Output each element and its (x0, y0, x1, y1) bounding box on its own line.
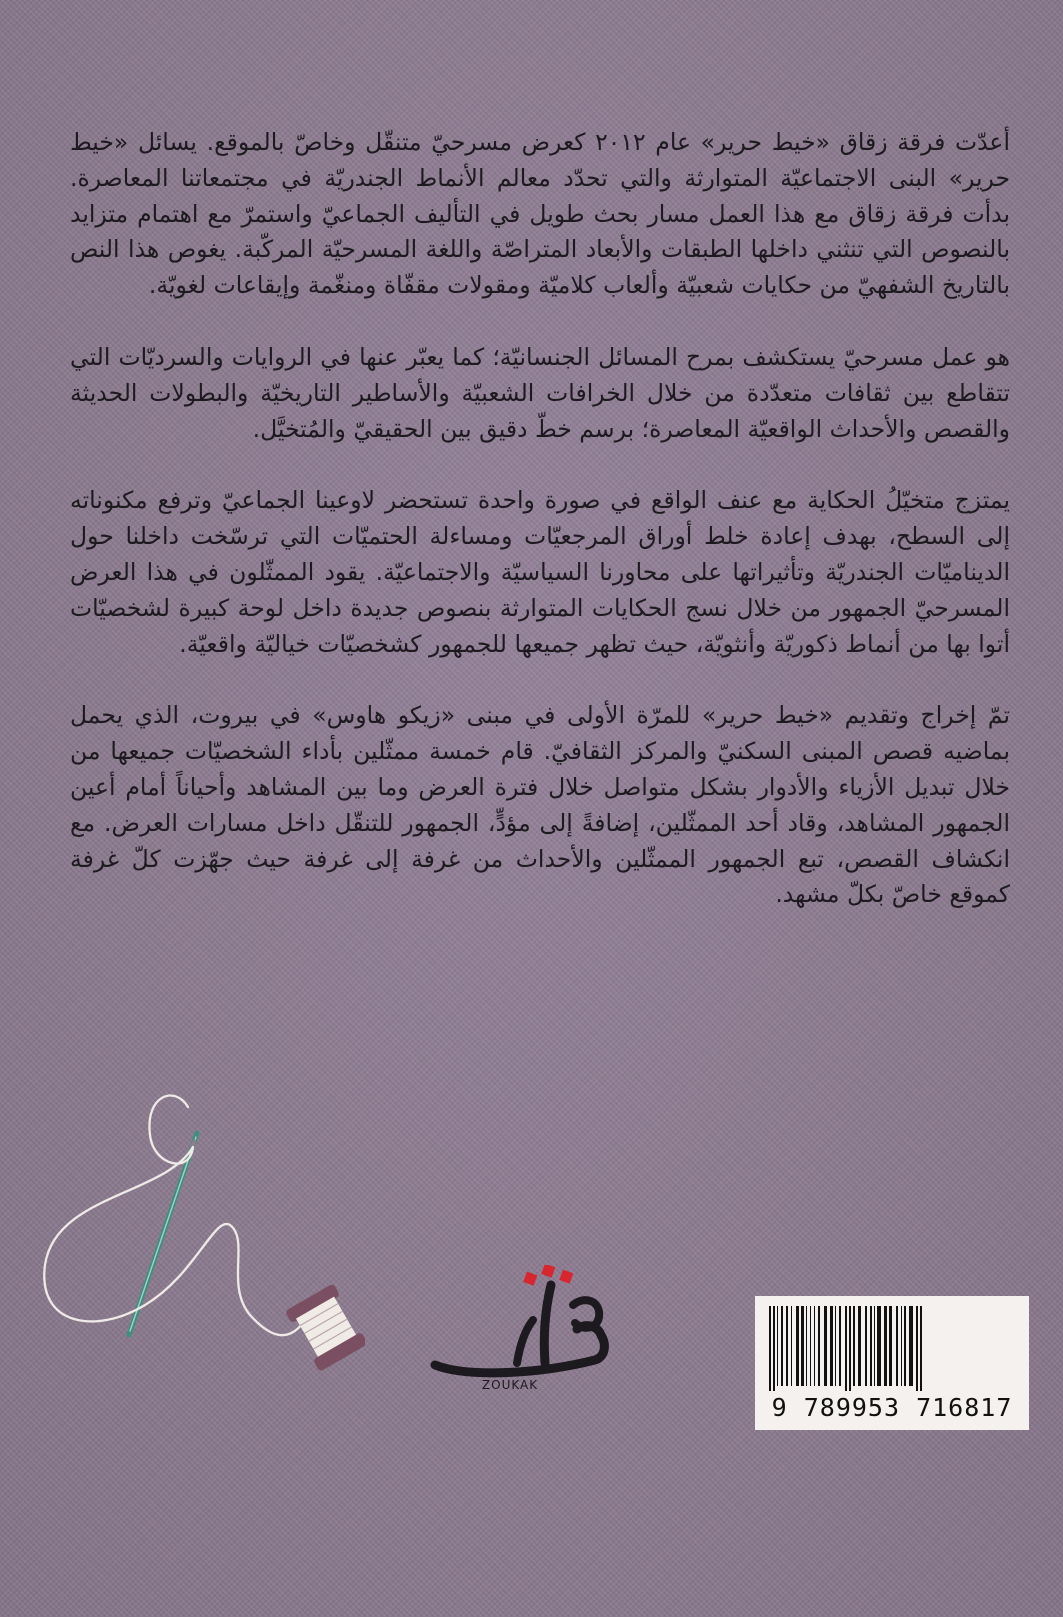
barcode-bar (835, 1306, 836, 1386)
barcode-bar (773, 1306, 775, 1391)
barcode (755, 1296, 1029, 1430)
spool-icon (285, 1283, 365, 1372)
barcode-bar (849, 1306, 851, 1391)
barcode-bar (810, 1306, 811, 1386)
barcode-bar (904, 1306, 906, 1386)
barcode-bar (824, 1306, 827, 1386)
blurb-paragraph-2: هو عمل مسرحيّ يستكشف بمرح المسائل الجنسانيّة؛ كما يعبّر عنها في الروايات والسرديّات التي تتقاطع بين ثقافات متعدّدة من خلال الخرافات الشعبيّة والأساطير التاريخيّة والبطولات الحديثة والقصص والأحداث الواقعيّة المعاصرة؛ برسم خطّ دقيق بين الحقيقيّ والمُتخيَّل. (70, 342, 1010, 443)
barcode-bar (786, 1306, 788, 1386)
barcode-bar (853, 1306, 855, 1386)
barcode-bar (845, 1306, 847, 1391)
needle-thread-icon (25, 1085, 365, 1385)
barcode-bar (777, 1306, 778, 1386)
barcode-bar (889, 1306, 892, 1386)
barcode-bar (920, 1306, 922, 1391)
barcode-bar (865, 1306, 867, 1386)
barcode-bar (796, 1306, 799, 1386)
blurb-text (70, 125, 1010, 949)
barcode-bar (909, 1306, 913, 1386)
blurb-paragraph-1: أعدّت فرقة زقاق «خيط حرير» عام ٢٠١٢ كعرض مسرحيّ متنقّل وخاصّ بالموقع. يسائل «خيط حرير» البنى الاجتماعيّة المتوارثة والتي تحدّد معالم الأنماط الجندريّة في مجتمعاتنا المعاصرة. بدأت فرقة زقاق مع هذا العمل مسار بحث طويل في التأليف الجماعيّ واستمرّ مع اهتمام متزايد بالنصوص التي تنثني داخلها الطبقات والأبعاد المتراصّة واللغة المسرحيّة المركّبة. يغوص هذا النص بالتاريخ الشفهيّ من حكايات شعبيّة وألعاب كلاميّة ومقولات مقفّاة ومنغّمة وإيقاعات لغويّة. (70, 128, 1010, 300)
barcode-number: 9 789953 716817 (771, 1393, 1013, 1422)
barcode-bar (896, 1306, 898, 1386)
barcode-bar (830, 1306, 833, 1386)
barcode-bar (884, 1306, 887, 1386)
blurb-paragraph-4: تمّ إخراج وتقديم «خيط حرير» للمرّة الأولى في مبنى «زيكو هاوس» في بيروت، الذي يحمل بماضيه قصص المبنى السكنيّ والمركز الثقافيّ. قام خمسة ممثّلين بأداء الشخصيّات جميعها من خلال تبديل الأزياء والأدوار بشكل متواصل خلال فترة العرض وما بين المشاهد وأحياناً أمام أعين الجمهور المشاهد، وقاد أحد الممثّلين، إضافةً إلى مؤدٍّ، الجمهور للتنقّل داخل مسارات العرض. مع انكشاف القصص، تبع الجمهور الممثّلين والأحداث من غرفة إلى غرفة حيث جهّزت كلّ غرفة كموقع خاصّ بكلّ مشهد. (70, 701, 1010, 909)
barcode-icon (767, 1306, 1017, 1391)
blurb-paragraph-3: يمتزج متخيّلُ الحكاية مع عنف الواقع في صورة واحدة تستحضر لاوعينا الجماعيّ وترفع مكنوناته إلى السطح، بهدف إعادة خلط أوراق المرجعيّات ومساءلة الحتميّات التي ترسّخت داخلنا حول الديناميّات الجندريّة وتأثيراتها على محاورنا السياسيّة والاجتماعيّة. يقود الممثّلون في هذا العرض المسرحيّ الجمهور من خلال نسج الحكايات المتوارثة بنصوص جديدة داخل لوحة كبيرة لشخصيّات أتوا بها من أنماط ذكوريّة وأنثويّة، حيث تظهر جميعها للجمهور كشخصيّات خياليّة واقعيّة. (70, 486, 1010, 658)
barcode-bar (781, 1306, 783, 1386)
barcode-bar (870, 1306, 872, 1386)
barcode-bar (874, 1306, 875, 1386)
barcode-bar (791, 1306, 792, 1386)
barcode-bar (814, 1306, 815, 1386)
barcode-bar (858, 1306, 861, 1386)
publisher-logo-icon (425, 1265, 615, 1385)
barcode-bar (877, 1306, 881, 1386)
barcode-bar (901, 1306, 902, 1386)
barcode-bar (839, 1306, 841, 1386)
barcode-bar (806, 1306, 807, 1386)
barcode-bar (818, 1306, 820, 1386)
barcode-bar (801, 1306, 804, 1386)
barcode-bar (769, 1306, 771, 1391)
publisher-wordmark: ZOUKAK (481, 1378, 539, 1392)
barcode-bar (916, 1306, 918, 1391)
